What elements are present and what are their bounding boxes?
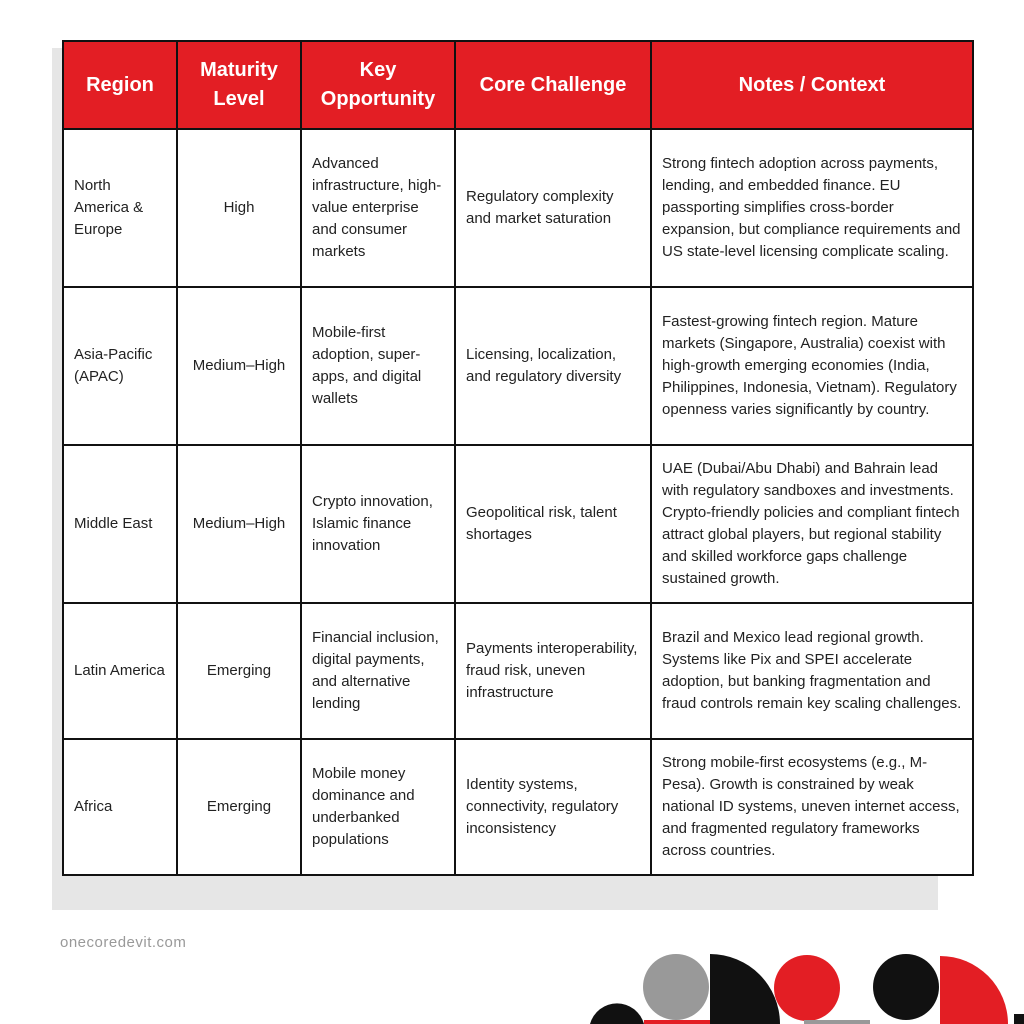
cell-opportunity: Financial inclusion, digital payments, and alternative lending xyxy=(301,603,455,739)
cell-opportunity: Mobile money dominance and underbanked populations xyxy=(301,739,455,875)
cell-notes: Brazil and Mexico lead regional growth. Systems like Pix and SPEI accelerate adoption, but banking fragmentation and fraud controls remain key scaling challenges. xyxy=(651,603,973,739)
cell-maturity: Medium–High xyxy=(177,287,301,445)
cell-maturity: High xyxy=(177,129,301,287)
cell-notes: Strong fintech adoption across payments, lending, and embedded finance. EU passporting simplifies cross-border expansion, but compliance requirements and US state-level licensing complicate scaling. xyxy=(651,129,973,287)
cell-notes: Strong mobile-first ecosystems (e.g., M-Pesa). Growth is constrained by weak national ID systems, uneven internet access, and fragmented regulatory frameworks across countries. xyxy=(651,739,973,875)
header-maturity-label: Maturity Level xyxy=(200,59,278,110)
cell-challenge: Identity systems, connectivity, regulatory inconsistency xyxy=(455,739,651,875)
cell-maturity: Emerging xyxy=(177,603,301,739)
cell-region: North America & Europe xyxy=(63,129,177,287)
cell-region: Africa xyxy=(63,739,177,875)
header-notes-label: Notes / Context xyxy=(738,73,886,96)
header-notes xyxy=(651,41,973,129)
cell-region: Asia-Pacific (APAC) xyxy=(63,287,177,445)
black-circle-shape xyxy=(873,954,939,1020)
table-row xyxy=(63,129,973,287)
table-row xyxy=(63,603,973,739)
red-quarter-shape xyxy=(940,956,1008,1024)
header-maturity xyxy=(177,41,301,129)
table-row xyxy=(63,445,973,603)
red-circle-shape xyxy=(774,955,840,1021)
black-corner-shape xyxy=(1014,1014,1024,1024)
cell-challenge: Geopolitical risk, talent shortages xyxy=(455,445,651,603)
cell-opportunity: Mobile-first adoption, super-apps, and digital wallets xyxy=(301,287,455,445)
cell-opportunity: Crypto innovation, Islamic finance innovation xyxy=(301,445,455,603)
footer-url: onecoredevit.com xyxy=(60,934,187,951)
table-header-row xyxy=(63,41,973,129)
gray-strip-shape xyxy=(804,1020,870,1024)
red-strip-shape xyxy=(644,1020,710,1024)
header-challenge-label: Core Challenge xyxy=(479,73,627,96)
cell-challenge: Payments interoperability, fraud risk, uneven infrastructure xyxy=(455,603,651,739)
header-region-label: Region xyxy=(86,73,154,96)
header-region xyxy=(63,41,177,129)
black-sliver-shape xyxy=(590,1003,644,1024)
header-opportunity xyxy=(301,41,455,129)
cell-maturity: Medium–High xyxy=(177,445,301,603)
gray-circle-shape xyxy=(643,954,709,1020)
cell-notes: Fastest-growing fintech region. Mature markets (Singapore, Australia) coexist with high-growth emerging economies (India, Philippines, Indonesia, Vietnam). Regulatory openness varies significantly by country. xyxy=(651,287,973,445)
fintech-region-table xyxy=(62,40,974,876)
cell-region: Latin America xyxy=(63,603,177,739)
cell-maturity: Emerging xyxy=(177,739,301,875)
table-row xyxy=(63,739,973,875)
cell-opportunity: Advanced infrastructure, high-value enterprise and consumer markets xyxy=(301,129,455,287)
cell-challenge: Regulatory complexity and market saturation xyxy=(455,129,651,287)
header-challenge xyxy=(455,41,651,129)
table-row xyxy=(63,287,973,445)
header-opportunity-label: Key Opportunity xyxy=(320,59,436,110)
cell-notes: UAE (Dubai/Abu Dhabi) and Bahrain lead with regulatory sandboxes and investments. Crypto-friendly policies and compliant fintech attract global players, but regional stability and skilled workforce gaps challenge sustained growth. xyxy=(651,445,973,603)
decorative-shapes xyxy=(560,940,1024,1024)
cell-challenge: Licensing, localization, and regulatory diversity xyxy=(455,287,651,445)
cell-region: Middle East xyxy=(63,445,177,603)
black-quarter-shape xyxy=(710,954,780,1024)
